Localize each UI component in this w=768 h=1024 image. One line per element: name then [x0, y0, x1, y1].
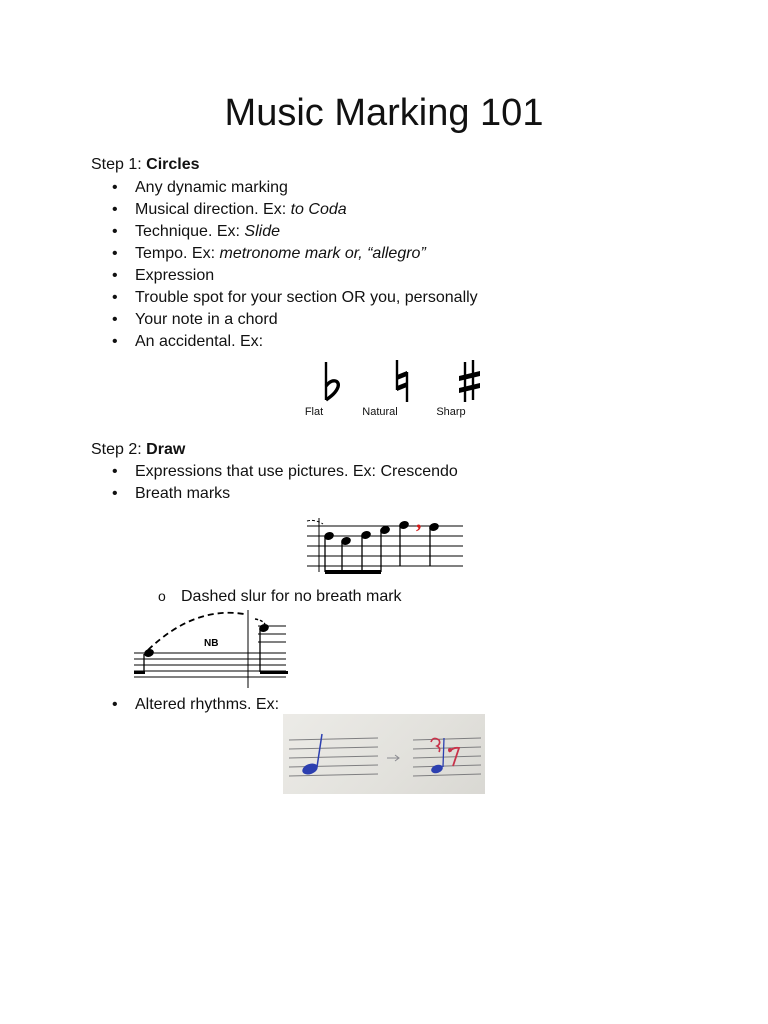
list-item-emphasis: Slide	[244, 223, 280, 240]
page-title: Music Marking 101	[224, 92, 544, 134]
list-item	[110, 461, 458, 483]
sub-list-item-text: Dashed slur for no breath mark	[181, 588, 402, 605]
sharp-icon	[451, 360, 489, 404]
list-item-text: Trouble spot for your section OR you, personally	[135, 289, 478, 306]
step1-name: Circles	[146, 156, 200, 173]
nb-label: NB	[204, 638, 219, 649]
list-item-text: Musical direction. Ex:	[135, 201, 291, 218]
dashed-slur-staff-example	[134, 610, 288, 690]
list-item	[110, 483, 458, 505]
list-item	[110, 287, 478, 309]
list-item-text: Expression	[135, 267, 215, 284]
step1-list	[110, 177, 478, 353]
accidental-label: Natural	[362, 406, 398, 418]
altered-rhythm-photo	[283, 714, 485, 794]
accidental-label: Flat	[304, 406, 324, 418]
sub-list-item	[158, 585, 402, 607]
list-item	[110, 694, 279, 716]
accidental-sharp	[432, 360, 470, 420]
list-item	[110, 199, 478, 221]
list-item-text: Technique. Ex:	[135, 223, 245, 240]
list-item-text: Your note in a chord	[135, 311, 278, 328]
breath-mark-staff-example	[305, 508, 465, 579]
accidental-flat	[296, 360, 332, 420]
flat-icon	[314, 360, 350, 404]
list-item	[110, 309, 478, 331]
altered-rhythm-sketch	[283, 714, 485, 794]
list-item-text: Breath marks	[135, 485, 231, 502]
step1-heading	[91, 156, 200, 174]
list-item	[110, 331, 478, 353]
sub-bullet-marker: o	[158, 588, 166, 604]
list-item	[110, 221, 478, 243]
list-item-text: Altered rhythms. Ex:	[135, 696, 280, 713]
list-item-emphasis: metronome mark or, “allegro”	[219, 245, 426, 262]
step2-name: Draw	[146, 441, 186, 458]
list-item	[110, 243, 478, 265]
natural-icon	[380, 360, 428, 404]
breath-mark-icon: ,	[416, 508, 422, 533]
list-item	[110, 265, 478, 287]
list-item-text: Tempo. Ex:	[135, 245, 220, 262]
step2-list	[110, 461, 458, 505]
step2-prefix: Step 2:	[91, 441, 147, 458]
list-item-text: An accidental. Ex:	[135, 333, 264, 350]
step2-list-continued	[110, 694, 279, 716]
list-item-text: Any dynamic marking	[135, 179, 288, 196]
list-item-text: Expressions that use pictures. Ex: Crescendo	[135, 463, 458, 480]
accidental-natural	[356, 360, 404, 420]
step2-heading	[91, 441, 185, 459]
accidental-label: Sharp	[436, 406, 466, 418]
list-item	[110, 177, 478, 199]
list-item-emphasis: to Coda	[290, 201, 347, 218]
step1-prefix: Step 1:	[91, 156, 147, 173]
